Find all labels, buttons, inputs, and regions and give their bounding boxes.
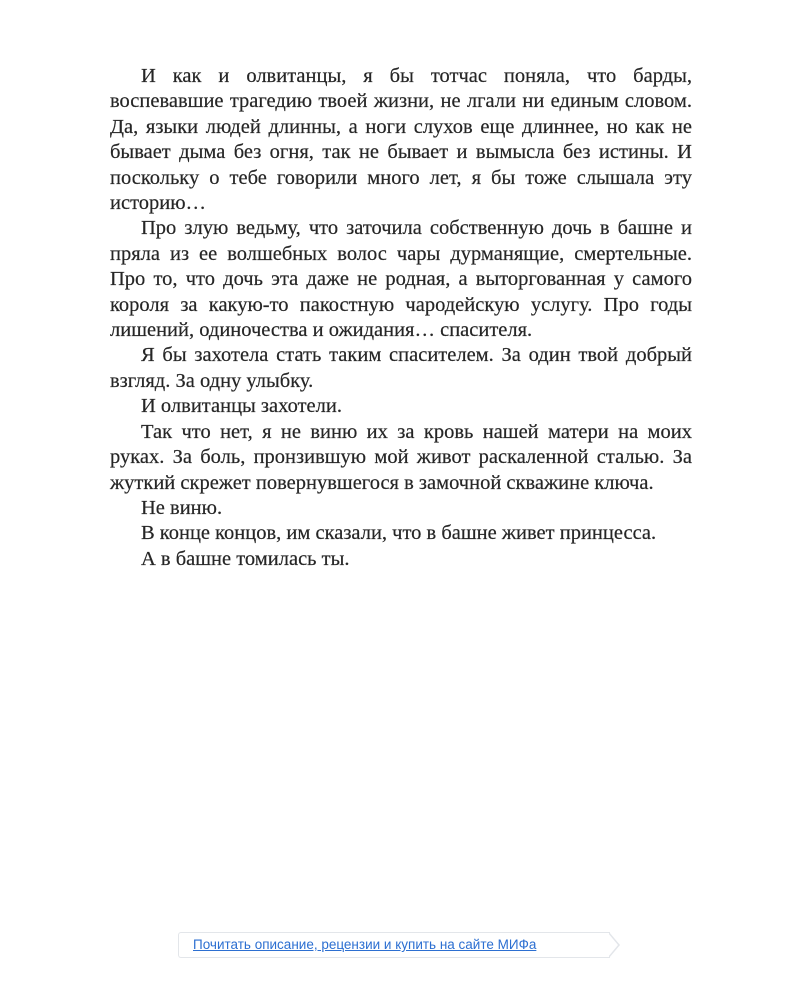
paragraph-7: В конце концов, им сказали, что в башне живет принцесса. — [141, 522, 657, 545]
paragraph-6: Не виню. — [141, 496, 223, 519]
arrow-right-icon-fill — [608, 933, 618, 957]
buy-on-mif-link[interactable]: Почитать описание, рецензии и купить на сайте МИФа — [178, 932, 610, 958]
paragraph-4: И олвитанцы захотели. — [141, 395, 342, 418]
book-page-text — [110, 64, 692, 572]
paragraph-8: А в башне томилась ты. — [141, 547, 350, 570]
buy-link-banner[interactable] — [178, 932, 622, 958]
paragraph-1: И как и олвитанцы, я бы тотчас поняла, что барды, воспевавшие трагедию твоей жизни, не лгали ни единым словом. Да, языки людей длинны, а ноги слухов еще длиннее, но как не бывает дыма без огня, так не бывает и вымысла без истины. И поскольку о тебе говорили много лет, я бы тоже слышала эту историю… — [110, 65, 692, 215]
paragraph-2: Про злую ведьму, что заточила собственную дочь в башне и пряла из ее волшебных волос чары дурманящие, смертельные. Про то, что дочь эта даже не родная, а выторгованная у самого короля за какую-то пакостную чародейскую услугу. Про годы лишений, одиночества и ожидания… спасителя. — [110, 217, 692, 342]
paragraph-5: Так что нет, я не виню их за кровь нашей матери на моих руках. За боль, пронзившую мой живот раскаленной сталью. За жуткий скрежет повернувшегося в замочной скважине ключа. — [110, 420, 692, 494]
paragraph-3: Я бы захотела стать таким спасителем. За один твой добрый взгляд. За одну улыбку. — [110, 344, 692, 392]
